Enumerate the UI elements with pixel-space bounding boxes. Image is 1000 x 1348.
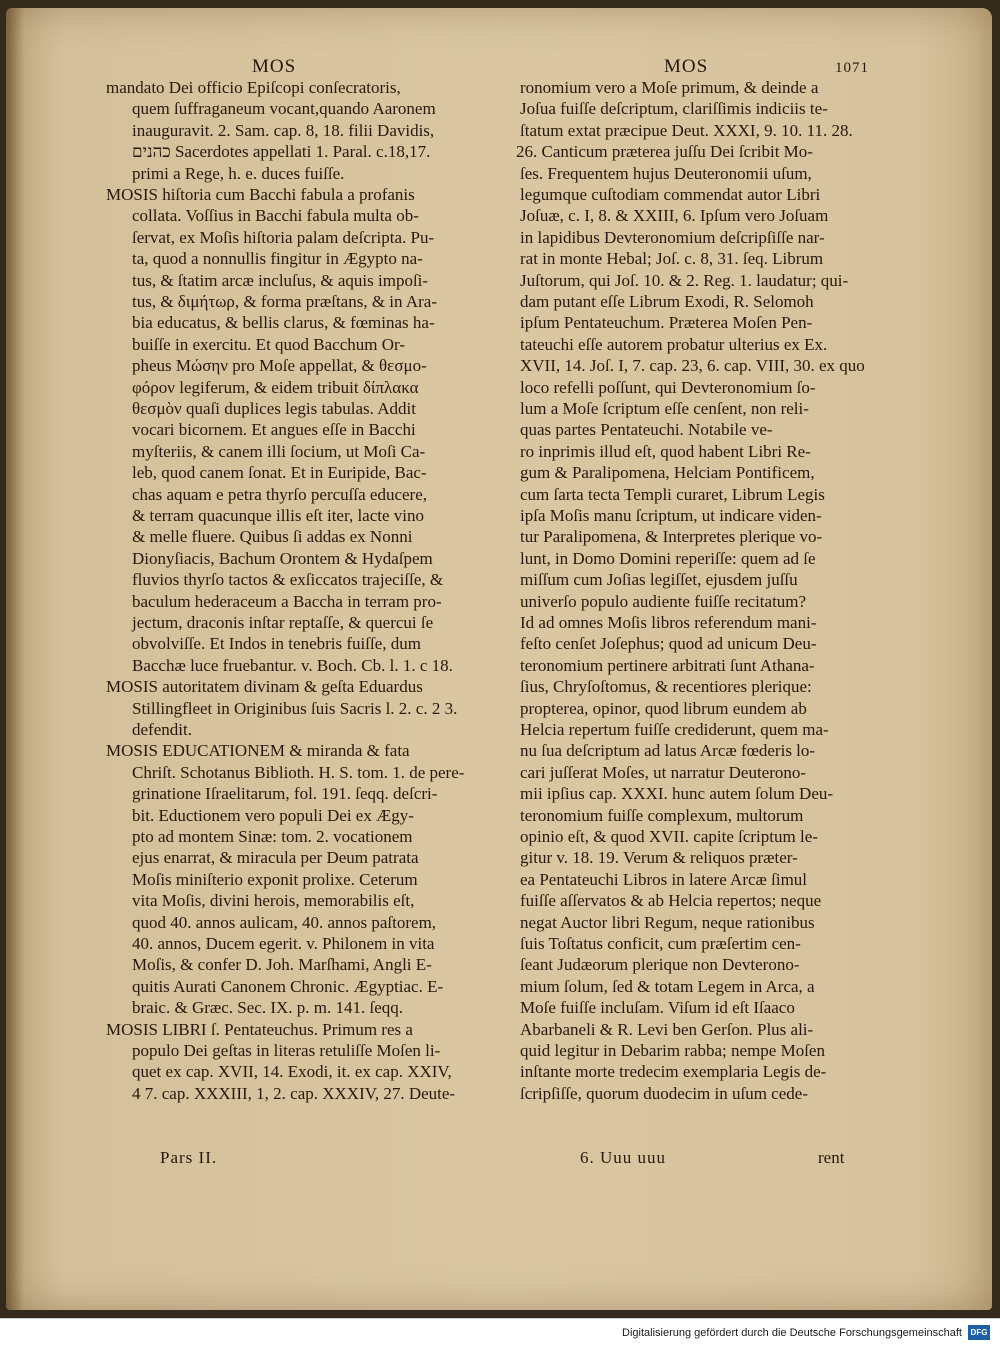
text-line: vita Moſis, divini herois, memorabilis eſt, xyxy=(132,891,415,911)
text-line: ejus enarrat, & miracula per Deum patrata xyxy=(132,848,419,868)
text-line: inauguravit. 2. Sam. cap. 8, 18. filii Davidis, xyxy=(132,120,435,140)
text-line: collata. Voſſius in Bacchi fabula multa ob- xyxy=(132,206,419,226)
text-line: in lapidibus Devteronomium deſcripſiſſe nar- xyxy=(520,227,825,247)
text-line: dam putant eſſe Librum Exodi, R. Selomoh xyxy=(520,292,814,311)
paper-leaf xyxy=(6,8,992,1310)
catchword: rent xyxy=(818,1148,845,1167)
text-line: Joſua fuiſſe deſcriptum, clariſſimis indiciis te- xyxy=(520,99,828,119)
text-line: bia educatus, & bellis clarus, & fœminas ha- xyxy=(132,313,435,333)
text-line: ſervat, ex Moſis hiſtoria palam deſcripta. Pu- xyxy=(132,227,435,247)
text-line: ſes. Frequentem hujus Deuteronomii uſum, xyxy=(520,163,812,183)
text-line: ipſum Pentateuchum. Præterea Moſen Pen- xyxy=(520,313,813,333)
text-line: quid legitur in Debarim rabba; nempe Moſen xyxy=(520,1041,825,1060)
text-line: opinio eſt, & quod XVII. capite ſcriptum le- xyxy=(520,827,818,846)
text-line: gum & Paralipomena, Helciam Pontificem, xyxy=(520,463,815,483)
text-line: tur Paralipomena, & Interpretes plerique vo- xyxy=(520,527,823,547)
text-line: cum ſarta tecta Templi curaret, Librum Legis xyxy=(520,484,825,504)
text-line: mium ſolum, ſed & totam Legem in Arca, a xyxy=(520,976,815,996)
text-line: ſtatum extat præcipue Deut. XXXI, 9. 10. 11. 28. xyxy=(520,120,853,140)
text-line: Helcia repertum fuiſſe crediderunt, quem ma- xyxy=(520,720,829,739)
text-line: quitis Aurati Canonem Chronic. Ægyptiac. E- xyxy=(132,976,444,996)
text-line: Moſis miniſterio exponit prolixe. Ceterum xyxy=(132,869,418,889)
text-line: quem ſuffraganeum vocant,quando Aaronem xyxy=(132,99,436,119)
text-line: Abarbaneli & R. Levi ben Gerſon. Plus ali- xyxy=(520,1019,814,1039)
part-label: Pars II. xyxy=(160,1148,218,1167)
text-line: tateuchi eſſe autorem probatur ulterius ex Ex. xyxy=(520,334,828,354)
text-line: כהנים Sacerdotes appellati 1. Paral. c.18,17. xyxy=(132,142,431,162)
text-line: propterea, opinor, quod librum eundem ab xyxy=(520,698,807,718)
text-line: pheus Μώσην pro Moſe appellat, & θεσμο- xyxy=(132,356,427,376)
text-line: primi a Rege, h. e. duces fuiſſe. xyxy=(132,163,345,183)
text-line: nu ſua deſcriptum ad latus Arcæ fœderis lo- xyxy=(520,741,816,761)
text-line: gitur v. 18. 19. Verum & reliquos præter- xyxy=(520,848,798,868)
left-headword: MOS xyxy=(252,56,297,77)
text-line: jectum, draconis inſtar reptaſſe, & quercui ſe xyxy=(132,613,434,632)
text-line: Id ad omnes Moſis libros referendum mani- xyxy=(520,613,817,632)
text-line: Bacchæ luce fruebantur. v. Boch. Cb. l. 1. c 18. xyxy=(132,655,453,675)
text-line: negat Auctor libri Regum, neque rationibus xyxy=(520,912,815,932)
text-line: XVII, 14. Joſ. I, 7. cap. 23, 6. cap. VIII, 30. ex quo xyxy=(520,356,865,376)
text-line: leb, quod canem ſonat. Et in Euripide, Bac- xyxy=(132,463,427,483)
text-line: rat in monte Hebal; Joſ. c. 8, 31. ſeq. Librum xyxy=(520,249,824,269)
text-line: Stillingfleet in Originibus ſuis Sacris l. 2. c. 2 3. xyxy=(132,698,458,718)
text-line: 40. annos, Ducem egerit. v. Philonem in vita xyxy=(132,934,435,953)
text-line: mandato Dei officio Epiſcopi conſecratoris, xyxy=(106,78,401,97)
dfg-logo-icon: DFG xyxy=(968,1325,990,1340)
text-line: tus, & ſtatim arcæ incluſus, & aquis impoſi- xyxy=(132,270,429,290)
digitization-footer xyxy=(0,1318,1000,1348)
text-line: quod 40. annos aulicam, 40. annos paſtorem, xyxy=(132,912,437,932)
text-line: MOSIS EDUCATIONEM & miranda & fata xyxy=(106,741,410,761)
text-line: Joſuæ, c. I, 8. & XXIII, 6. Ipſum vero Joſuam xyxy=(520,206,829,226)
text-line: pto ad montem Sinæ: tom. 2. vocationem xyxy=(132,827,413,846)
text-line: ſius, Chryſoſtomus, & recentiores plerique: xyxy=(520,677,812,697)
text-line: MOSIS LIBRI ſ. Pentateuchus. Primum res a xyxy=(106,1019,413,1039)
text-line: Chriſt. Schotanus Biblioth. H. S. tom. 1. de pere- xyxy=(132,762,465,782)
text-line: grinatione Iſraelitarum, fol. 191. ſeqq. deſcri- xyxy=(132,784,438,804)
text-line: ſcripſiſſe, quorum duodecim in uſum cede- xyxy=(520,1083,808,1103)
text-line: Juſtorum, qui Joſ. 10. & 2. Reg. 1. laudatur; qui- xyxy=(520,270,849,290)
right-headword: MOS xyxy=(664,56,709,77)
text-line: lunt, in Domo Domini reperiſſe: quem ad ſe xyxy=(520,548,816,568)
text-line: baculum hederaceum a Baccha in terram pro- xyxy=(132,591,442,611)
text-line: & melle fluere. Quibus ſi addas ex Nonni xyxy=(132,527,413,547)
text-line: lum a Moſe ſcriptum eſſe cenſent, non reli- xyxy=(520,399,809,418)
text-line: mii ipſius cap. XXXI. hunc autem ſolum Deu- xyxy=(520,784,834,804)
digitization-notice: Digitalisierung gefördert durch die Deutsche Forschungsgemeinschaft xyxy=(622,1327,962,1339)
text-line: buiſſe in exercitu. Et quod Bacchum Or- xyxy=(132,334,405,354)
text-line: legumque cuſtodiam commendat autor Libri xyxy=(520,185,821,204)
text-line: tus, & διμήτωρ, & forma præſtans, & in Ara- xyxy=(132,292,437,311)
text-line: ro inprimis illud eſt, quod habent Libri Re- xyxy=(520,441,811,461)
text-line: inſtante morte tredecim exemplaria Legis de- xyxy=(520,1062,827,1082)
text-line: MOSIS hiſtoria cum Bacchi fabula a profanis xyxy=(106,185,415,204)
folio-number: 1071 xyxy=(835,60,869,76)
text-line: populo Dei geſtas in literas retuliſſe Moſen li- xyxy=(132,1041,441,1060)
text-line: ſeant Judæorum plerique non Devterono- xyxy=(520,955,800,975)
text-line: defendit. xyxy=(132,720,192,739)
text-line: quas partes Pentateuchi. Notabile ve- xyxy=(520,420,773,440)
signature-mark: 6. Uuu uuu xyxy=(580,1148,667,1167)
text-line: ſuis Toſtatus conficit, cum præſertim cen- xyxy=(520,934,801,953)
text-line: obvolviſſe. Et Indos in tenebris fuiſſe, dum xyxy=(132,634,421,654)
text-line: Moſis, & confer D. Joh. Marſhami, Angli E- xyxy=(132,955,432,975)
text-line: myſteriis, & canem illi ſocium, ut Moſi Ca- xyxy=(132,441,426,461)
text-line: Dionyſiacis, Bachum Orontem & Hydaſpem xyxy=(132,548,433,568)
text-line: ipſa Moſis manu ſcriptum, ut indicare viden- xyxy=(520,506,822,525)
text-line: MOSIS autoritatem divinam & geſta Eduardus xyxy=(106,677,423,697)
text-line: & terram quacunque illis eſt iter, lacte vino xyxy=(132,506,424,525)
text-line: φόρον legiferum, & eidem tribuit δίπλακα xyxy=(132,377,419,397)
text-line: miſſum cum Joſias legiſſet, ejusdem juſſu xyxy=(520,570,798,590)
text-line: feſto cenſet Joſephus; quod ad unicum Deu- xyxy=(520,634,817,654)
text-line: Moſe fuiſſe incluſam. Viſum id eſt Iſaaco xyxy=(520,998,795,1018)
text-line: θεσμὸν quaſi duplices legis tabulas. Addit xyxy=(132,399,416,418)
text-line: loco refelli poſſunt, qui Devteronomium ſo- xyxy=(520,377,816,397)
text-line: quet ex cap. XVII, 14. Exodi, it. ex cap. XXIV, xyxy=(132,1062,452,1082)
text-line: teronomium fuiſſe complexum, multorum xyxy=(520,805,804,825)
text-line: univerſo populo audiente fuiſſe recitatum? xyxy=(520,591,807,611)
text-line: fuiſſe aſſervatos & ab Helcia repertos; neque xyxy=(520,891,822,911)
text-line: fluvios thyrſo tactos & exſiccatos trajeciſſe, & xyxy=(132,570,444,590)
text-line: 26. Canticum præterea juſſu Dei ſcribit Mo- xyxy=(516,142,813,162)
text-line: 4 7. cap. XXXIII, 1, 2. cap. XXXIV, 27. Deute- xyxy=(132,1083,456,1103)
text-line: cari juſſerat Moſes, ut narratur Deuterono- xyxy=(520,762,807,782)
text-line: ronomium vero a Moſe primum, & deinde a xyxy=(520,78,819,97)
text-line: ta, quod a nonnullis fingitur in Ægypto na- xyxy=(132,249,423,269)
text-line: braic. & Græc. Sec. IX. p. m. 141. ſeqq. xyxy=(132,998,403,1018)
text-line: chas aquam e petra thyrſo percuſſa educere, xyxy=(132,484,427,504)
text-line: bit. Eductionem vero populi Dei ex Ægy- xyxy=(132,805,414,825)
text-line: ea Pentateuchi Libros in latere Arcæ ſimul xyxy=(520,869,808,889)
text-line: vocari bicornem. Et angues eſſe in Bacchi xyxy=(132,420,416,440)
text-line: teronomium pertinere arbitrati ſunt Athana- xyxy=(520,655,815,675)
